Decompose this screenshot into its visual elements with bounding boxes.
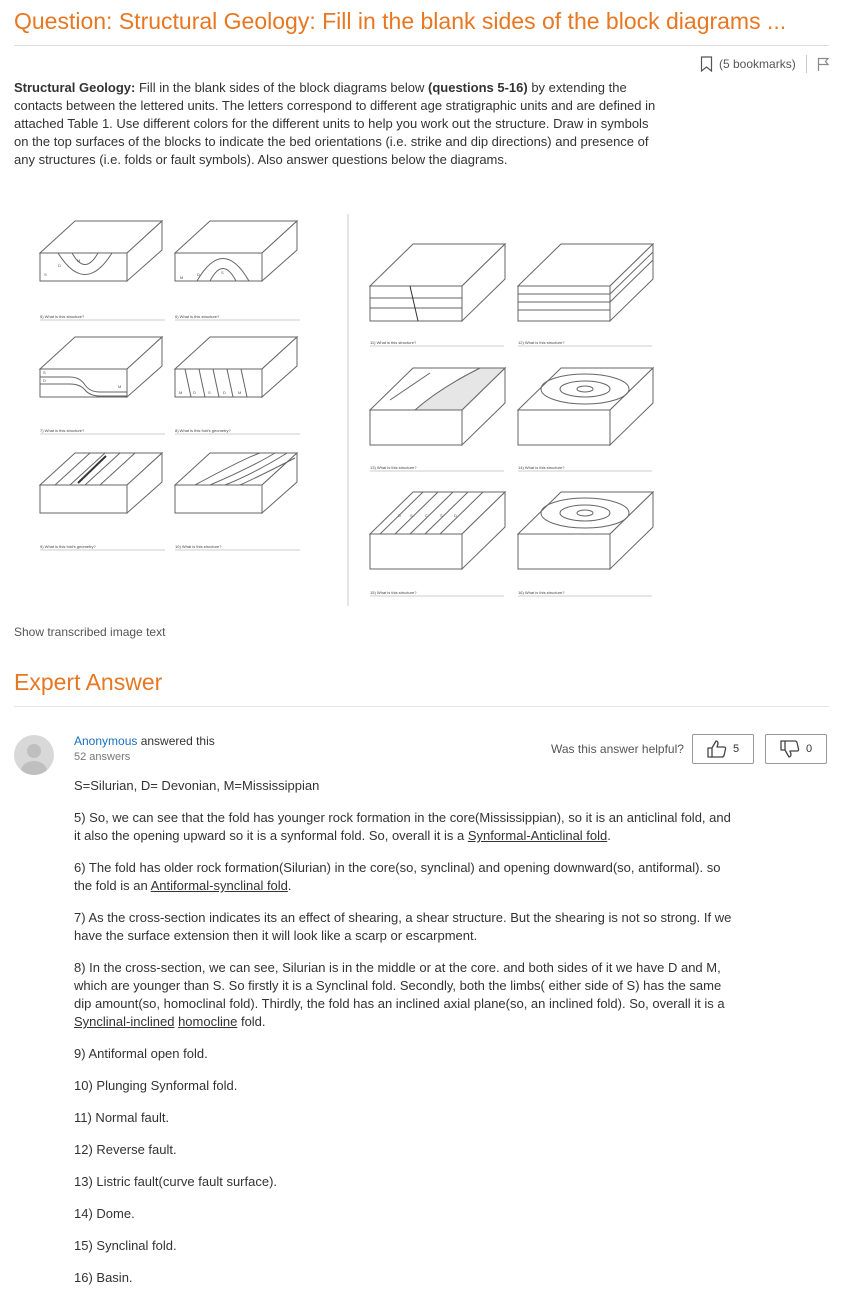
flag-icon[interactable] xyxy=(817,57,830,72)
diagram-9 xyxy=(40,453,162,513)
author-link[interactable]: Anonymous xyxy=(74,734,138,748)
bookmark-count[interactable]: (5 bookmarks) xyxy=(719,57,796,71)
bookmark-separator xyxy=(806,55,807,73)
svg-text:S: S xyxy=(410,513,413,518)
caption-11: 11) What is this structure? xyxy=(370,340,417,345)
svg-text:S: S xyxy=(221,270,224,275)
answer-13: 13) Listric fault(curve fault surface). xyxy=(74,1174,278,1189)
author-suffix: answered this xyxy=(137,734,215,748)
svg-text:S: S xyxy=(208,390,211,395)
caption-8: 8) What is this fold's geometry? xyxy=(175,428,231,433)
svg-text:S: S xyxy=(44,272,47,277)
question-lead: Structural Geology: xyxy=(14,80,136,95)
answer-divider xyxy=(14,706,829,707)
like-count: 5 xyxy=(732,743,740,755)
title-divider xyxy=(14,45,829,46)
svg-text:M: M xyxy=(238,390,242,395)
svg-text:D: D xyxy=(43,378,46,383)
diagram-8 xyxy=(175,337,297,397)
block-diagrams-figure xyxy=(14,210,664,610)
answer-11: 11) Normal fault. xyxy=(74,1110,170,1125)
caption-7: 7) What is this structure? xyxy=(40,428,85,433)
caption-10: 10) What is this structure? xyxy=(175,544,222,549)
svg-text:M: M xyxy=(179,390,183,395)
answer-author-line xyxy=(74,734,215,748)
answer-8: 8) In the cross-section, we can see, Silurian is in the middle or at the core. and both sides of it we have D and M, which are younger than S. So firstly it is a Synclinal fold. Secondly, both the limbs( either side of S) has the same dip amount(so, homoclinal fold). Thirdly, the fold has an inclined axial plane(so, an inclined fold). So, overall it is a Synclinal-inclined homocline fold. xyxy=(74,960,725,1029)
svg-text:D: D xyxy=(398,513,401,518)
question-title: Question: Structural Geology: Fill in the blank sides of the block diagrams ... xyxy=(14,8,787,34)
answer-10: 10) Plunging Synformal fold. xyxy=(74,1078,238,1093)
thumbs-up-icon xyxy=(707,740,727,758)
diagram-13 xyxy=(370,368,505,445)
show-transcribed-link[interactable]: Show transcribed image text xyxy=(14,625,166,639)
svg-text:S: S xyxy=(43,370,46,375)
diagram-10 xyxy=(175,453,297,513)
diagram-6 xyxy=(175,221,297,281)
diagram-5 xyxy=(40,221,162,281)
diagram-12 xyxy=(518,244,653,321)
dislike-button[interactable] xyxy=(765,734,827,764)
helpful-prompt: Was this answer helpful? xyxy=(551,742,684,756)
svg-text:D: D xyxy=(454,513,457,518)
svg-text:S: S xyxy=(440,513,443,518)
answer-16: 16) Basin. xyxy=(74,1270,133,1285)
like-button[interactable] xyxy=(692,734,754,764)
answer-9: 9) Antiformal open fold. xyxy=(74,1046,208,1061)
caption-12: 12) What is this structure? xyxy=(518,340,565,345)
answer-14: 14) Dome. xyxy=(74,1206,135,1221)
expert-answer-heading: Expert Answer xyxy=(14,669,163,695)
caption-14: 14) What is this structure? xyxy=(518,465,565,470)
svg-text:D: D xyxy=(197,272,200,277)
question-text-1: Fill in the blank sides of the block diagrams below xyxy=(135,80,429,95)
caption-15: 15) What is this structure? xyxy=(370,590,417,595)
question-text-2: by extending the contacts between the lettered units. The letters correspond to different age stratigraphic units and are defined in attached Table 1. Use different colors for the different units to help you work out the structure. Draw in symbols on the top surfaces of the blocks to indicate the bed orientations (i.e. strike and dip directions) and presence of any structures (i.e. folds or fault symbols). Also answer questions below the diagrams. xyxy=(14,80,656,167)
caption-16: 16) What is this structure? xyxy=(518,590,565,595)
answer-count: 52 answers xyxy=(74,751,131,763)
svg-text:D: D xyxy=(223,390,226,395)
diagram-14 xyxy=(518,368,653,445)
thumbs-down-icon xyxy=(780,740,800,758)
dislike-count: 0 xyxy=(805,743,813,755)
question-range: (questions 5-16) xyxy=(428,80,528,95)
diagram-15 xyxy=(370,492,505,569)
answer-5: 5) So, we can see that the fold has younger rock formation in the core(Mississippian), so it is an anticlinal fold, and it also the opening upward so it is a synformal fold. So, overall it is a Synformal-Anticlinal fold. xyxy=(74,810,731,843)
answer-body xyxy=(74,777,734,1287)
bookmark-icon[interactable] xyxy=(700,56,713,72)
diagram-11 xyxy=(370,244,505,321)
svg-text:D: D xyxy=(58,263,61,268)
caption-9: 9) What is this fold's geometry? xyxy=(40,544,96,549)
svg-text:C: C xyxy=(425,513,428,518)
caption-5: 5) What is this structure? xyxy=(40,314,85,319)
caption-13: 13) What is this structure? xyxy=(370,465,417,470)
svg-text:M: M xyxy=(180,275,184,280)
answer-12: 12) Reverse fault. xyxy=(74,1142,177,1157)
bookmark-bar xyxy=(700,55,830,73)
caption-6: 6) What is this structure? xyxy=(175,314,220,319)
diagram-16 xyxy=(518,492,653,569)
answer-6: 6) The fold has older rock formation(Silurian) in the core(so, synclinal) and opening downward(so, antiformal). so the fold is an Antiformal-synclinal fold. xyxy=(74,860,721,893)
diagram-7 xyxy=(40,337,162,397)
answer-15: 15) Synclinal fold. xyxy=(74,1238,177,1253)
svg-text:M: M xyxy=(118,384,122,389)
svg-text:M: M xyxy=(77,258,81,263)
answer-legend: S=Silurian, D= Devonian, M=Mississippian xyxy=(74,778,320,793)
user-avatar-icon xyxy=(14,735,54,775)
answer-7: 7) As the cross-section indicates its an effect of shearing, a shear structure. But the shearing is not so strong. If we have the surface extension then it will look like a scarp or escarpment. xyxy=(74,910,732,943)
question-body xyxy=(14,79,664,169)
avatar xyxy=(14,735,54,775)
svg-text:D: D xyxy=(193,390,196,395)
